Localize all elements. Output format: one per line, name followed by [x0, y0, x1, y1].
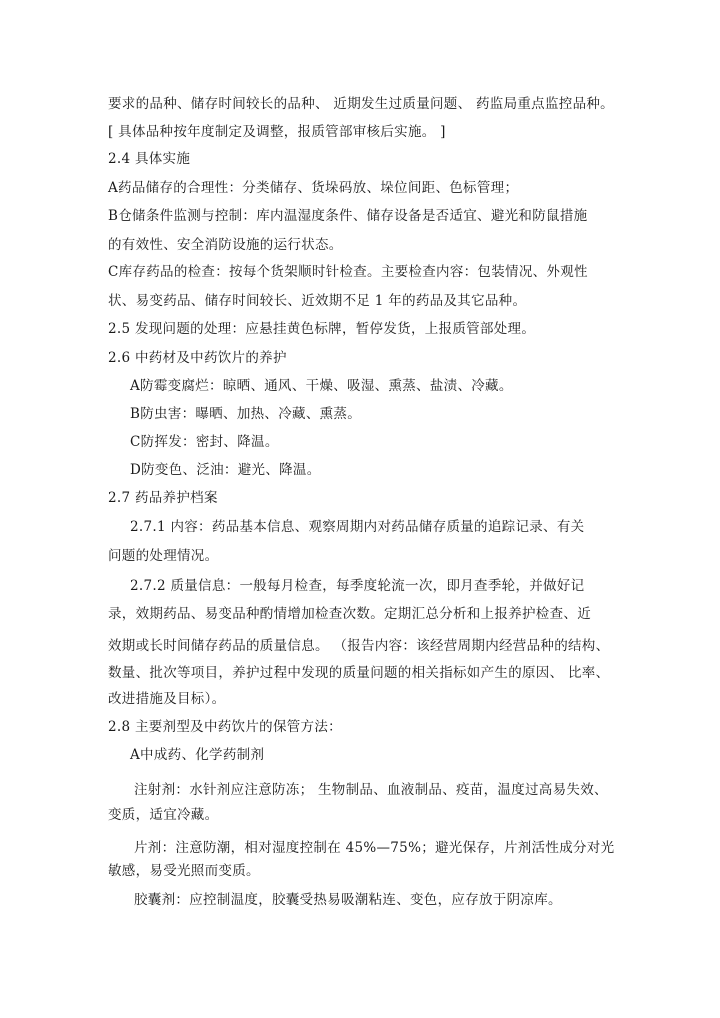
text-line: 状、易变药品、储存时间较长、近效期不足 1 年的药品及其它品种。: [108, 293, 527, 309]
text-line: 片剂：注意防潮，相对湿度控制在 45%—75%；避光保存，片剂活性成分对光: [134, 840, 615, 856]
text-line: 2.7.1 内容：药品基本信息、观察周期内对药品储存质量的追踪记录、有关: [130, 519, 585, 535]
text-line: C防挥发：密封、降温。: [130, 434, 279, 450]
text-line: B仓储条件监测与控制：库内温湿度条件、储存设备是否适宜、避光和防鼠措施: [108, 208, 588, 224]
text-line: 变质，适宜冷藏。: [108, 807, 219, 823]
text-line: [ 具体品种按年度制定及调整，报质管部审核后实施。 ]: [108, 124, 446, 140]
section-heading: 2.6 中药材及中药饮片的养护: [108, 350, 287, 366]
text-line: D防变色、泛油：避光、降温。: [130, 462, 321, 478]
text-line: 问题的处理情况。: [108, 548, 219, 564]
text-line: 的有效性、安全消防设施的运行状态。: [108, 237, 343, 253]
text-line: A中成药、化学药制剂: [130, 747, 265, 763]
text-line: 2.5 发现问题的处理：应悬挂黄色标牌，暂停发货，上报质管部处理。: [108, 321, 536, 337]
section-heading: 2.8 主要剂型及中药饮片的保管方法：: [108, 719, 342, 735]
text-line: B防虫害：曝晒、加热、冷藏、熏蒸。: [130, 406, 362, 422]
text-line: 敏感，易受光照而变质。: [108, 863, 260, 879]
text-line: A药品储存的合理性：分类储存、货垛码放、垛位间距、色标管理；: [108, 180, 519, 196]
text-line: 要求的品种、储存时间较长的品种、 近期发生过质量问题、 药监局重点监控品种。: [108, 96, 614, 112]
text-line: 效期或长时间储存药品的质量信息。 （报告内容：该经营周期内经营品种的结构、: [108, 638, 610, 654]
text-line: 录，效期药品、易变品种酌情增加检查次数。定期汇总分析和上报养护检查、近: [108, 606, 591, 622]
text-line: 2.7.2 质量信息：一般每月检查，每季度轮流一次，即月查季轮，并做好记: [130, 578, 585, 594]
text-line: 胶囊剂：应控制温度，胶囊受热易吸潮粘连、变色，应存放于阴凉库。: [134, 892, 562, 908]
text-line: 改进措施及目标）。: [108, 691, 226, 707]
text-line: 注射剂：水针剂应注意防冻； 生物制品、血液制品、疫苗，温度过高易失效、: [134, 782, 608, 798]
text-line: 数量、批次等项目，养护过程中发现的质量问题的相关指标如产生的原因、 比率、: [108, 665, 610, 681]
section-heading: 2.4 具体实施: [108, 151, 191, 167]
section-heading: 2.7 药品养护档案: [108, 490, 218, 506]
text-line: A防霉变腐烂：晾晒、通风、干燥、吸湿、熏蒸、盐渍、冷藏。: [130, 378, 513, 394]
text-line: C库存药品的检查：按每个货架顺时针检查。主要检查内容：包装情况、外观性: [108, 264, 588, 280]
